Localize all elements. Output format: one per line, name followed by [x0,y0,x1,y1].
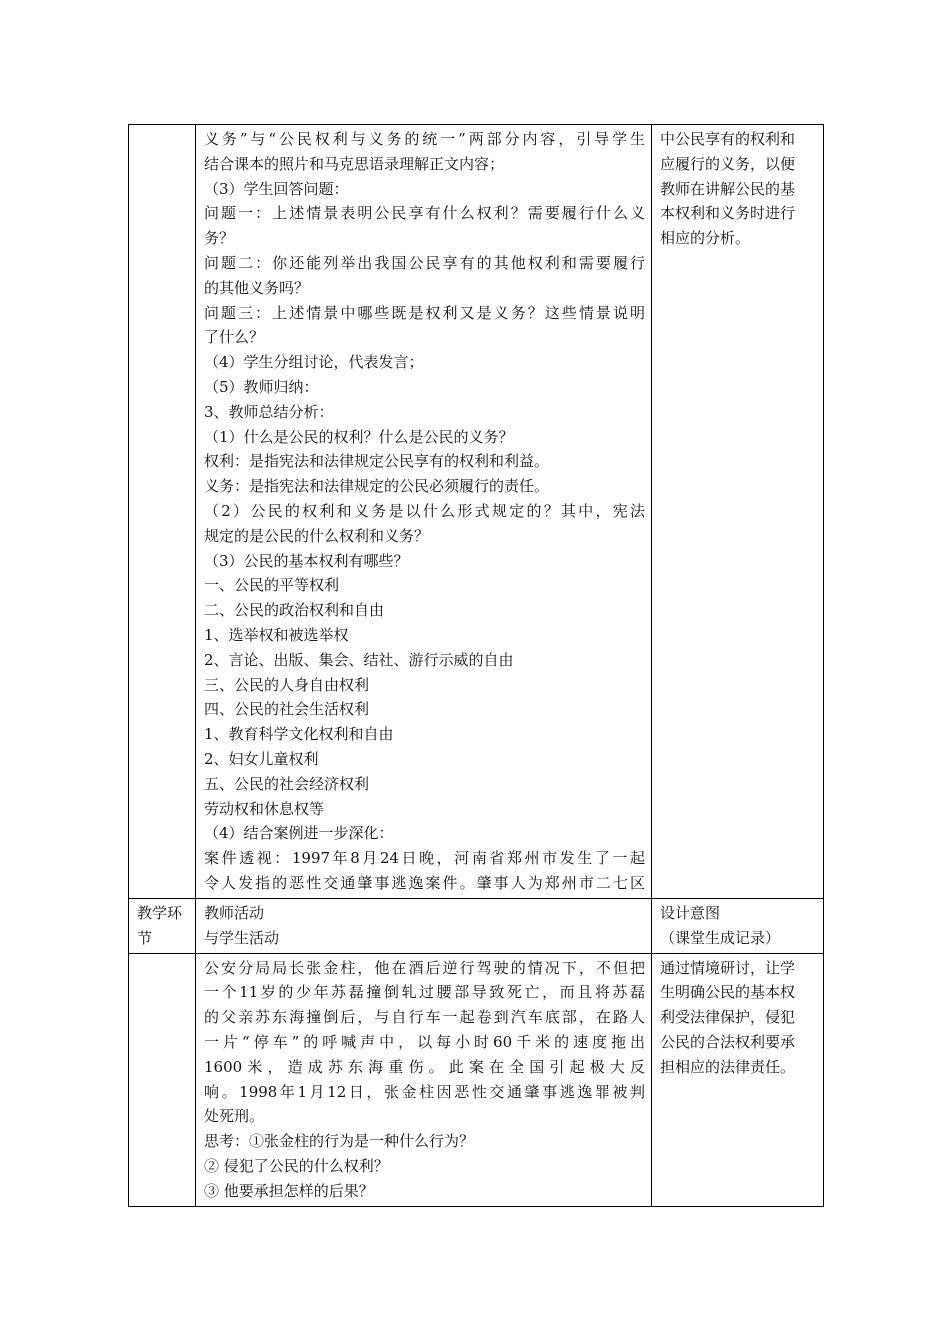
text-line: ③ 他要承担怎样的后果？ [204,1181,374,1200]
text-line: 思考：①张金柱的行为是一种什么行为？ [204,1132,475,1151]
text-line: 响。1998年1月12日，张金柱因恶性交通肇事逃逸罪被判 [204,1082,645,1101]
text-line: 义务”与“公民权利与义务的统一”两部分内容，引导学生 [204,130,645,148]
text-line: 相应的分析。 [660,229,751,248]
text-line: 令人发指的恶性交通肇事逃逸案件。肇事人为郑州市二七区 [204,873,645,892]
header-stage [129,899,196,954]
text-line: 公民的合法权利要承 [660,1032,796,1051]
text-line: 一个11岁的少年苏磊撞倒轧过腰部导致死亡，而且将苏磊 [204,983,645,1002]
text-line: 与学生活动 [204,928,280,947]
text-line: （1）什么是公民的权利？什么是公民的义务？ [204,427,514,446]
text-line: 教师在讲解公民的基 [660,179,796,198]
text-line: 公安分局局长张金柱，他在酒后逆行驾驶的情况下，不但把 [204,958,645,977]
table-row-top [129,125,824,899]
text-line: 利受法律保护，侵犯 [660,1008,796,1027]
text-line: 四、公民的社会生活权利 [204,700,370,719]
cell-stage-bottom [129,953,196,1206]
text-line: 问题一：上述情景表明公民享有什么权利？需要履行什么义 [204,204,645,223]
text-line: 教师活动 [204,904,265,922]
text-line: （3）公民的基本权利有哪些？ [204,551,409,570]
text-line: 一、公民的平等权利 [204,576,340,595]
text-line: 务？ [204,229,235,248]
cell-intent-top [652,125,824,899]
text-line: 权利：是指宪法和法律规定公民享有的权利和利益。 [204,452,550,471]
text-line: 3、教师总结分析： [204,402,334,421]
text-line: （5）教师归纳： [204,377,319,396]
text-line: 应履行的义务，以便 [660,154,796,173]
text-line: 的父亲苏东海撞倒后，与自行车一起卷到汽车底部，在路人 [204,1008,645,1027]
text-line: 1、教育科学文化权利和自由 [204,725,394,744]
text-line: （2）公民的权利和义务是以什么形式规定的？其中，宪法 [204,501,645,520]
cell-intent-bottom [652,953,824,1206]
text-line: 义务：是指宪法和法律规定的公民必须履行的责任。 [204,477,550,496]
text-line: 本权利和义务时进行 [660,204,796,223]
text-line: 问题二：你还能列举出我国公民享有的其他权利和需要履行 [204,253,645,272]
text-line: 担相应的法律责任。 [660,1057,796,1076]
text-line: （4）结合案例进一步深化： [204,824,394,843]
table-row-header [129,899,824,954]
text-line: 教学环 [137,904,183,922]
text-line: 结合课本的照片和马克思语录理解正文内容； [204,154,505,173]
text-line: （课堂生成记录） [660,928,781,947]
text-line: 一片“停车”的呼喊声中，以每小时60千米的速度拖出 [204,1032,645,1051]
cell-stage-top [129,125,196,899]
text-line: 五、公民的社会经济权利 [204,774,370,793]
text-line: （3）学生回答问题： [204,179,349,198]
table-row-bottom [129,953,824,1206]
text-line: 生明确公民的基本权 [660,983,796,1002]
header-intent [652,899,824,954]
cell-activities-bottom [196,953,652,1206]
text-line: 1600米，造成苏东海重伤。此案在全国引起极大反 [204,1057,645,1076]
text-line: 三、公民的人身自由权利 [204,675,370,694]
text-line: 案件透视：1997年8月24日晚，河南省郑州市发生了一起 [204,849,645,868]
header-activities [196,899,652,954]
text-line: （4）学生分组讨论，代表发言； [204,353,424,372]
text-line: 二、公民的政治权利和自由 [204,601,385,620]
text-line: 规定的是公民的什么权利和义务？ [204,526,430,545]
text-line: 2、言论、出版、集会、结社、游行示威的自由 [204,650,514,669]
text-line: 问题三：上述情景中哪些既是权利又是义务？这些情景说明 [204,303,645,322]
text-line: 中公民享有的权利和 [660,130,796,148]
cell-activities-top [196,125,652,899]
text-line: ② 侵犯了公民的什么权利？ [204,1156,389,1175]
text-line: 了什么？ [204,328,265,347]
text-line: 通过情境研讨，让学 [660,958,796,977]
text-line: 2、妇女儿童权利 [204,749,319,768]
text-line: 的其他义务吗？ [204,278,310,297]
text-line: 处死刑。 [204,1107,265,1126]
text-line: 1、选举权和被选举权 [204,625,349,644]
text-line: 劳动权和休息权等 [204,799,325,818]
text-line: 设计意图 [660,904,721,922]
text-line: 节 [137,928,153,947]
lesson-plan-table [128,124,824,1207]
